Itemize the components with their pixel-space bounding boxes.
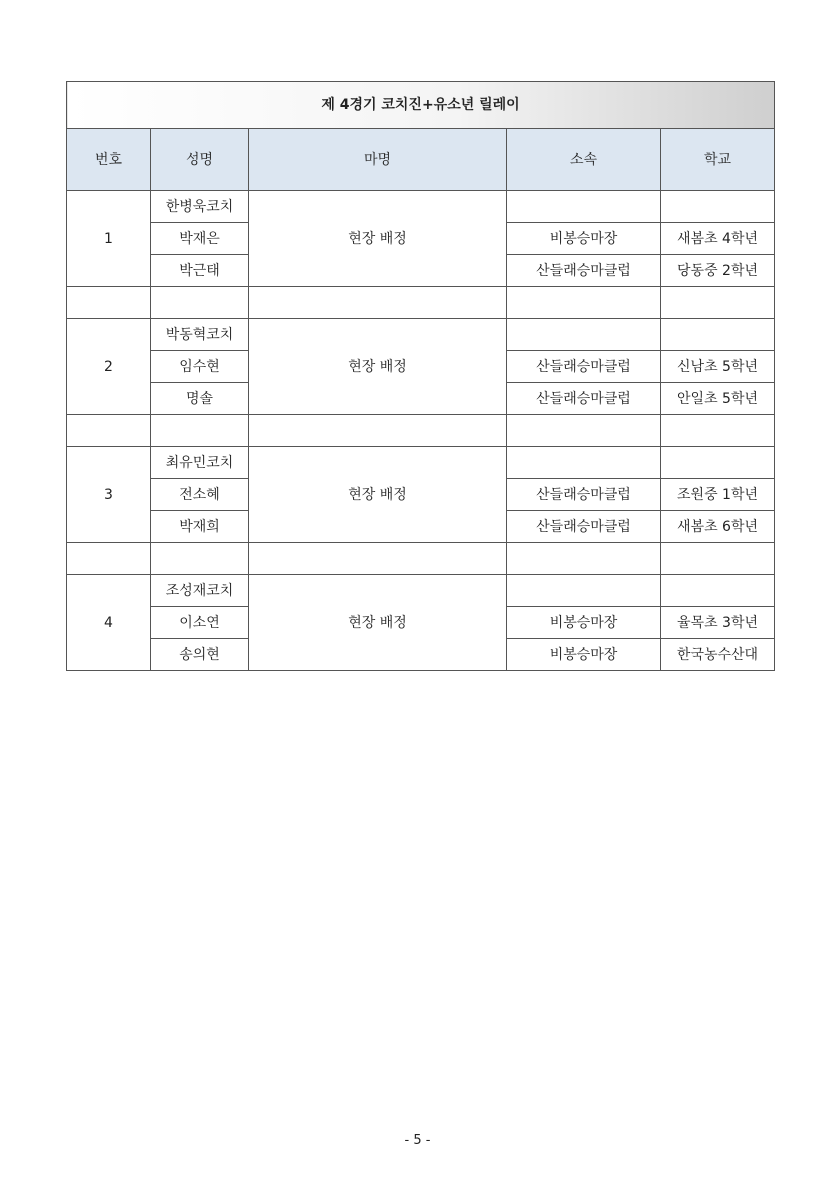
horse-name: 현장 배정 — [249, 575, 507, 671]
member-name: 박재은 — [151, 223, 249, 255]
member-affiliation: 산들래승마클럽 — [507, 511, 661, 543]
spacer-row — [67, 543, 775, 575]
member-school: 율목초 3학년 — [661, 607, 775, 639]
header-school: 학교 — [661, 129, 775, 191]
member-affiliation — [507, 447, 661, 479]
group-number: 1 — [67, 191, 151, 287]
member-affiliation: 산들래승마클럽 — [507, 383, 661, 415]
member-affiliation: 비봉승마장 — [507, 223, 661, 255]
empty-cell — [661, 287, 775, 319]
table-row — [67, 447, 775, 479]
member-affiliation: 비봉승마장 — [507, 639, 661, 671]
group-number: 4 — [67, 575, 151, 671]
header-horse: 마명 — [249, 129, 507, 191]
member-school — [661, 575, 775, 607]
spacer-row — [67, 287, 775, 319]
empty-cell — [67, 543, 151, 575]
table-title: 제 4경기 코치진+유소년 릴레이 — [67, 82, 775, 129]
member-school: 한국농수산대 — [661, 639, 775, 671]
member-affiliation: 산들래승마클럽 — [507, 479, 661, 511]
member-affiliation — [507, 319, 661, 351]
empty-cell — [67, 287, 151, 319]
member-school: 조원중 1학년 — [661, 479, 775, 511]
empty-cell — [151, 543, 249, 575]
horse-name: 현장 배정 — [249, 191, 507, 287]
member-name: 박동혁코치 — [151, 319, 249, 351]
member-name: 조성재코치 — [151, 575, 249, 607]
member-name: 이소연 — [151, 607, 249, 639]
empty-cell — [249, 543, 507, 575]
empty-cell — [507, 287, 661, 319]
member-school: 새봄초 6학년 — [661, 511, 775, 543]
member-school — [661, 319, 775, 351]
member-name: 박재희 — [151, 511, 249, 543]
member-affiliation: 비봉승마장 — [507, 607, 661, 639]
empty-cell — [507, 543, 661, 575]
table-row — [67, 319, 775, 351]
header-name: 성명 — [151, 129, 249, 191]
empty-cell — [507, 415, 661, 447]
member-name: 최유민코치 — [151, 447, 249, 479]
member-affiliation: 산들래승마클럽 — [507, 255, 661, 287]
member-name: 명솔 — [151, 383, 249, 415]
empty-cell — [661, 415, 775, 447]
header-affiliation: 소속 — [507, 129, 661, 191]
horse-name: 현장 배정 — [249, 447, 507, 543]
member-school — [661, 191, 775, 223]
group-number: 3 — [67, 447, 151, 543]
empty-cell — [249, 287, 507, 319]
member-affiliation — [507, 575, 661, 607]
empty-cell — [249, 415, 507, 447]
member-school — [661, 447, 775, 479]
group-number: 2 — [67, 319, 151, 415]
relay-roster-table — [66, 81, 775, 671]
table-row — [67, 191, 775, 223]
empty-cell — [151, 415, 249, 447]
member-school: 당동중 2학년 — [661, 255, 775, 287]
member-affiliation — [507, 191, 661, 223]
page-number: - 5 - — [404, 1133, 431, 1148]
table-row — [67, 575, 775, 607]
empty-cell — [661, 543, 775, 575]
member-name: 임수현 — [151, 351, 249, 383]
member-school: 신남초 5학년 — [661, 351, 775, 383]
member-name: 박근태 — [151, 255, 249, 287]
member-school: 새봄초 4학년 — [661, 223, 775, 255]
empty-cell — [67, 415, 151, 447]
empty-cell — [151, 287, 249, 319]
member-name: 전소혜 — [151, 479, 249, 511]
member-affiliation: 산들래승마클럽 — [507, 351, 661, 383]
member-school: 안일초 5학년 — [661, 383, 775, 415]
member-name: 한병욱코치 — [151, 191, 249, 223]
header-number: 번호 — [67, 129, 151, 191]
member-name: 송의현 — [151, 639, 249, 671]
horse-name: 현장 배정 — [249, 319, 507, 415]
spacer-row — [67, 415, 775, 447]
